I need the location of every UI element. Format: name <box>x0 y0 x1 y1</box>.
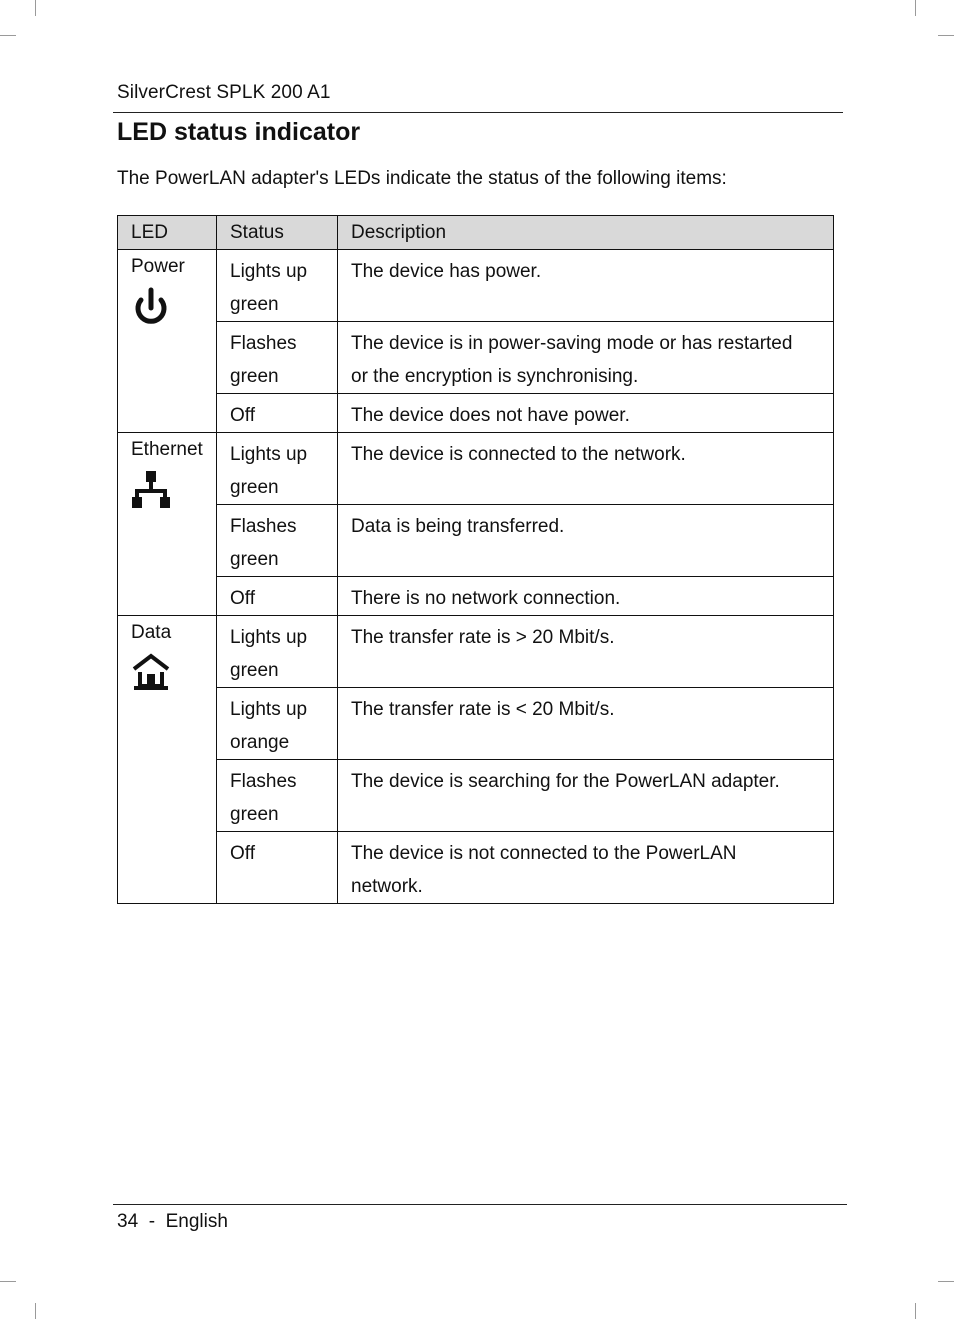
status-text: Lights up <box>230 444 308 465</box>
status-cell <box>217 616 338 688</box>
description-text: The transfer rate is < 20 Mbit/s. <box>351 699 615 720</box>
column-header-status: Status <box>217 216 338 250</box>
crop-mark <box>0 35 16 36</box>
status-text: green <box>230 477 279 498</box>
description-text: The device is connected to the network. <box>351 444 686 465</box>
status-text: Off <box>230 405 255 426</box>
footer-language: English <box>165 1211 228 1232</box>
footer-rule <box>113 1204 847 1205</box>
led-name: Power <box>131 256 185 277</box>
description-text: The device does not have power. <box>351 405 630 426</box>
status-text: Flashes <box>230 333 297 354</box>
status-cell <box>217 505 338 577</box>
led-name: Ethernet <box>131 439 203 460</box>
status-text: green <box>230 804 279 825</box>
status-cell <box>217 394 338 433</box>
description-text: The device is searching for the PowerLAN adapter. <box>351 771 780 792</box>
status-cell <box>217 250 338 322</box>
crop-mark <box>35 0 36 16</box>
status-text: green <box>230 549 279 570</box>
status-text: Lights up <box>230 261 308 282</box>
description-text: The device is in power-saving mode or has restarted <box>351 333 793 354</box>
description-cell <box>338 760 834 832</box>
column-header-led: LED <box>118 216 217 250</box>
table-row <box>118 577 834 616</box>
crop-mark <box>0 1281 16 1282</box>
description-cell <box>338 688 834 760</box>
status-text: Off <box>230 588 255 609</box>
crop-mark <box>915 1303 916 1319</box>
crop-mark <box>938 1281 954 1282</box>
intro-text: The PowerLAN adapter's LEDs indicate the status of the following items: <box>117 168 727 189</box>
led-cell <box>118 616 217 904</box>
table-body <box>118 250 834 904</box>
status-text: green <box>230 660 279 681</box>
ethernet-icon <box>131 469 171 511</box>
table-row <box>118 433 834 505</box>
status-cell <box>217 832 338 904</box>
column-header-description: Description <box>338 216 834 250</box>
description-cell <box>338 577 834 616</box>
table-row <box>118 505 834 577</box>
led-cell <box>118 250 217 433</box>
table-row <box>118 322 834 394</box>
status-text: green <box>230 366 279 387</box>
description-text: The transfer rate is > 20 Mbit/s. <box>351 627 615 648</box>
description-cell <box>338 322 834 394</box>
crop-mark <box>915 0 916 16</box>
status-cell <box>217 577 338 616</box>
description-cell <box>338 505 834 577</box>
footer-separator: - <box>148 1211 156 1232</box>
table-header-row <box>118 216 834 250</box>
description-cell <box>338 394 834 433</box>
description-cell <box>338 832 834 904</box>
status-text: green <box>230 294 279 315</box>
page-footer <box>117 1211 228 1233</box>
description-cell <box>338 250 834 322</box>
status-text: Lights up <box>230 627 308 648</box>
led-cell <box>118 433 217 616</box>
table-row <box>118 250 834 322</box>
description-text: network. <box>351 876 423 897</box>
power-icon <box>131 286 171 328</box>
status-cell <box>217 688 338 760</box>
status-cell <box>217 322 338 394</box>
table-row <box>118 832 834 904</box>
header-rule <box>113 112 843 113</box>
description-cell <box>338 616 834 688</box>
description-text: There is no network connection. <box>351 588 621 609</box>
description-text: The device is not connected to the PowerLAN <box>351 843 737 864</box>
status-text: orange <box>230 732 290 753</box>
house-icon <box>131 652 171 694</box>
description-text: Data is being transferred. <box>351 516 565 537</box>
status-text: Flashes <box>230 771 297 792</box>
description-cell <box>338 433 834 505</box>
table-row <box>118 760 834 832</box>
table-row <box>118 394 834 433</box>
page-number: 34 <box>117 1211 139 1232</box>
status-text: Flashes <box>230 516 297 537</box>
crop-mark <box>938 35 954 36</box>
status-text: Off <box>230 843 255 864</box>
crop-mark <box>35 1303 36 1319</box>
status-text: Lights up <box>230 699 308 720</box>
table-row <box>118 616 834 688</box>
description-text: or the encryption is synchronising. <box>351 366 639 387</box>
section-title: LED status indicator <box>117 118 361 146</box>
status-cell <box>217 433 338 505</box>
status-cell <box>217 760 338 832</box>
led-status-table <box>117 215 834 904</box>
table-row <box>118 688 834 760</box>
running-header: SilverCrest SPLK 200 A1 <box>117 82 331 103</box>
led-name: Data <box>131 622 172 643</box>
description-text: The device has power. <box>351 261 542 282</box>
